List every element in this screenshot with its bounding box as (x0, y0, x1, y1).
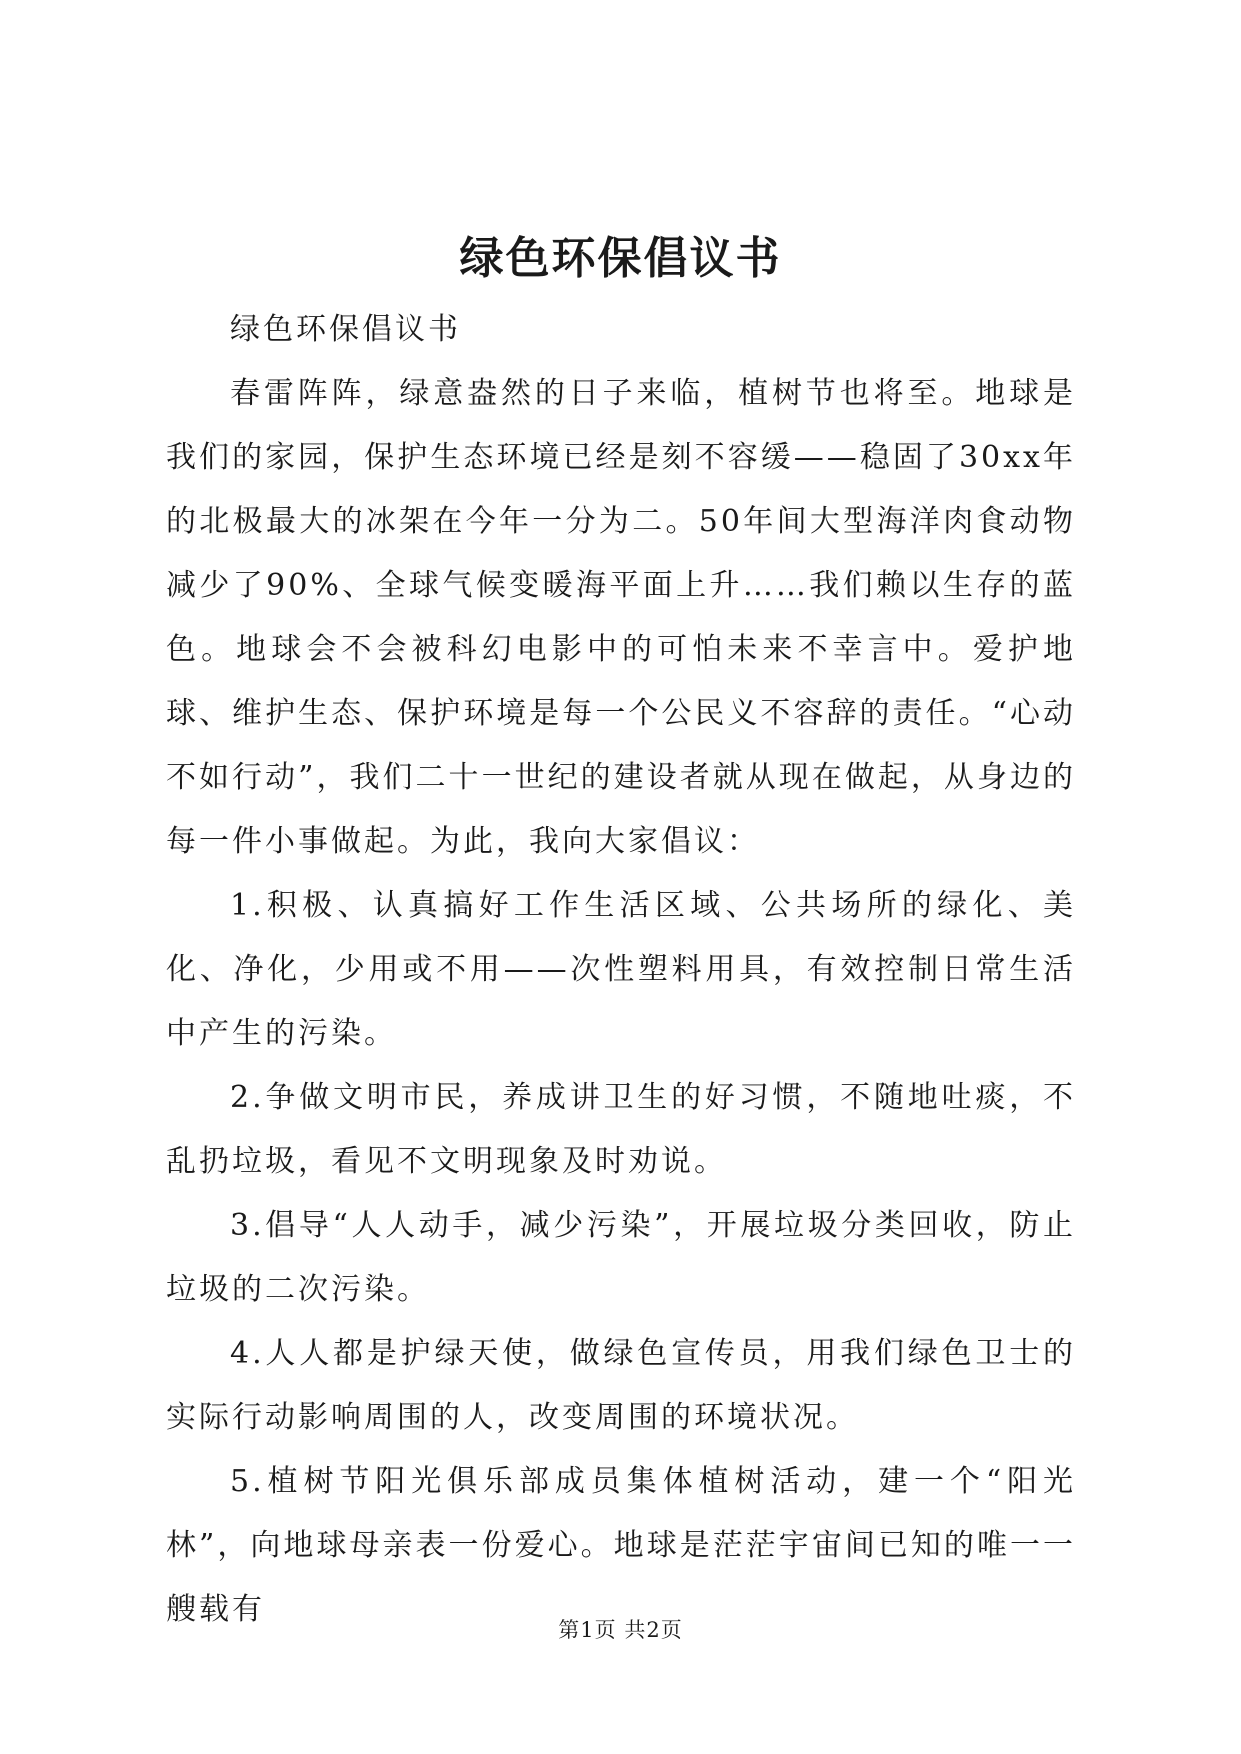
paragraph-item-3: 3.倡导“人人动手，减少污染”，开展垃圾分类回收，防止垃圾的二次污染。 (166, 1208, 1076, 1307)
paragraph-item-4: 4.人人都是护绿天使，做绿色宣传员，用我们绿色卫士的实际行动影响周围的人，改变周围的环境状况。 (166, 1336, 1076, 1435)
document-body (166, 298, 1076, 1642)
paragraph-item-2: 2.争做文明市民，养成讲卫生的好习惯，不随地吐痰，不乱扔垃圾，看见不文明现象及时劝说。 (166, 1080, 1076, 1179)
page-number: 第1页 共2页 (558, 1618, 683, 1642)
paragraph-item-1: 1.积极、认真搞好工作生活区域、公共场所的绿化、美化、净化，少用或不用——次性塑料用具，有效控制日常生活中产生的污染。 (166, 888, 1076, 1051)
paragraph-item-5: 5.植树节阳光俱乐部成员集体植树活动，建一个“阳光林”，向地球母亲表一份爱心。地球是茫茫宇宙间已知的唯一一艘载有 (166, 1464, 1076, 1627)
document-subtitle: 绿色环保倡议书 (230, 312, 461, 347)
paragraph-intro: 春雷阵阵，绿意盎然的日子来临，植树节也将至。地球是我们的家园，保护生态环境已经是刻不容缓——稳固了30xx年的北极最大的冰架在今年一分为二。50年间大型海洋肉食动物减少了90%、全球气候变暖海平面上升……我们赖以生存的蓝色。地球会不会被科幻电影中的可怕未来不幸言中。爱护地球、维护生态、保护环境是每一个公民义不容辞的责任。“心动不如行动”，我们二十一世纪的建设者就从现在做起，从身边的每一件小事做起。为此，我向大家倡议： (166, 376, 1076, 859)
document-title: 绿色环保倡议书 (459, 233, 782, 284)
